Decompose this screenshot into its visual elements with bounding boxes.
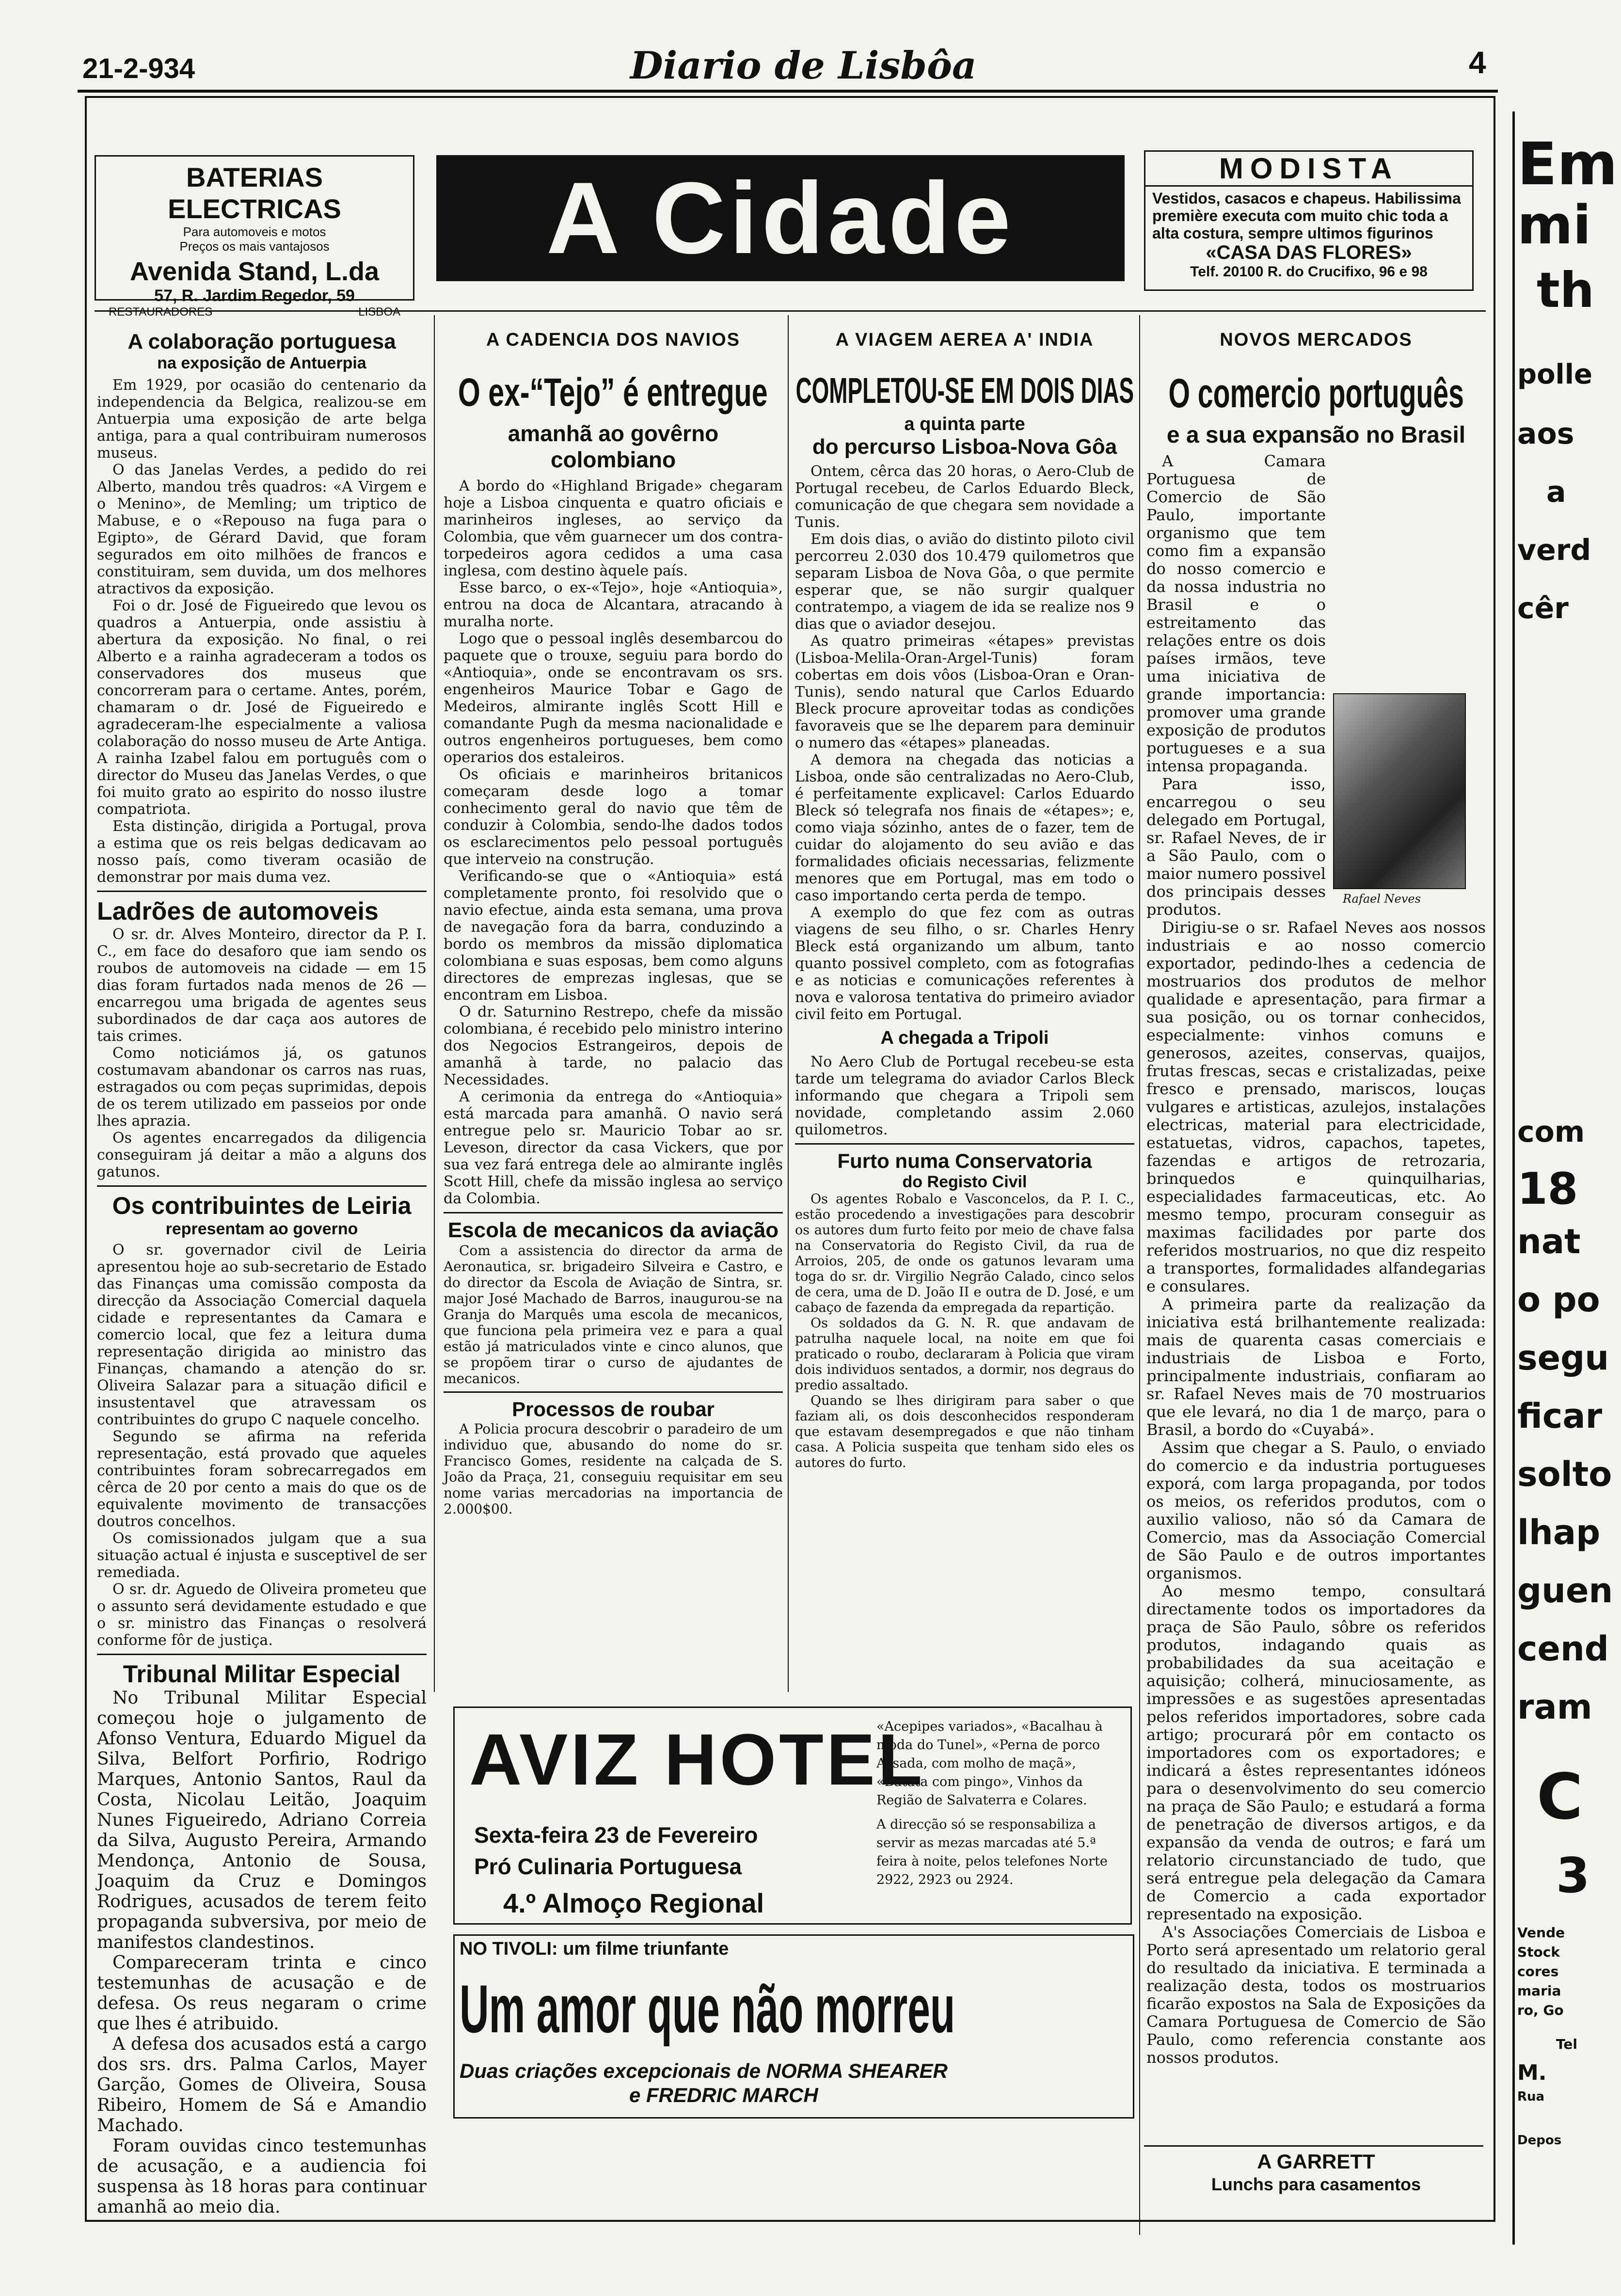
fragment-text: o po <box>1517 1280 1600 1320</box>
fragment-text: com <box>1517 1115 1585 1149</box>
paragraph: A exemplo do que fez com as outras viagens de seu filho, o sr. Charles Henry Bleck está organizando um album, tanto quanto possivel completo, com as fotografias e as noticias e comunicações referentes à nova e valorosa tentativa do primeiro aviador civil feito em Portugal. <box>795 904 1134 1023</box>
article-subtitle: na exposição de Antuerpia <box>157 354 366 372</box>
fragment-text: lhap <box>1517 1513 1601 1552</box>
article-subtitle: amanhã ao govêrno colombiano <box>508 421 719 472</box>
article-rule <box>1144 2145 1483 2147</box>
aviz-hotel-ad <box>453 1706 1132 1925</box>
article-subtitle: e a sua expansão no Brasil <box>1166 422 1466 448</box>
paragraph: O sr. dr. Alves Monteiro, director da P. I. C., em face do desaforo que iam sendo os roubos de automoveis na cidade — em 15 dias foram furtados nada menos de 26 — encarregou uma brigada de agentes seus subordinados de dar caça aos autores de tais crimes. <box>97 926 427 1045</box>
paragraph: O sr. dr. Aguedo de Oliveira prometeu que o assunto será devidamente estudado e que o sr. ministro das Finanças o resolverá conforme fôr de justiça. <box>97 1581 427 1649</box>
article-subtitle: do percurso Lisboa-Nova Gôa <box>812 435 1117 459</box>
film-cast: e FREDRIC MARCH <box>629 2084 818 2106</box>
paragraph: Quando se lhes dirigiram para saber o que faziam ali, os dois desconhecidos responderam que estavam desempregados e que não tinham casa. A Policia suspeita que tenham sido eles os autores do furto. <box>795 1393 1134 1470</box>
paragraph: Verificando-se que o «Antioquia» está completamente pronto, foi resolvido que o navio efectue, ainda esta semana, uma prova de navegação fora da barra, conduzindo a bordo os membros da missão diplomatica colombiana e suas esposas, bem como alguns directores de emprezas inglesas, que se encontram em Lisboa. <box>444 868 783 1004</box>
cidade-banner <box>436 155 1125 281</box>
column-1 <box>97 330 427 2217</box>
paragraph: As quatro primeiras «étapes» previstas (Lisboa-Melila-Oran-Argel-Tunis) foram cobertas em dois vôos (Lisboa-Oran e Oran-Tunis), sendo natural que Carlos Eduardo Bleck procure aproveitar todas as condições favoraveis que se lhe deparem para deminuir o numero das «étapes» planeadas. <box>795 633 1134 751</box>
paragraph: Logo que o pessoal inglês desembarcou do paquete que o trouxe, seguiu para bordo do «Antioquia», onde se encontravam os srs. engenheiros Maurice Tobar e Gago de Medeiros, almirante inglês Scott Hill e comandante Pugh da mesma nacionalidade e outros engenheiros portugueses, bem como operarios dos estaleiros. <box>444 630 783 766</box>
paragraph: Com a assistencia do director da arma de Aeronautica, sr. brigadeiro Silveira e Castro, e do director da Escola de Aviação de Sintra, sr. major José Machado de Barros, inaugurou-se na Granja do Marquês uma escola de mecanicos, que funciona pela primeira vez e para a qual estão já matriculados vinte e cinco alunos, que se propõem tirar o curso de ajudantes de mecanicos. <box>444 1243 783 1387</box>
paragraph: A's Associações Comerciais de Lisboa e Porto será apresentado um relatorio geral do resultado da iniciativa. E terminada a realização desta, todos os mostruarios ficarão expostos na Sala de Exposições da Camara Portuguesa de Comercio de São Paulo, como referencia constante aos nossos produtos. <box>1146 1923 1486 2067</box>
photo-caption: Rafael Neves <box>1343 892 1421 906</box>
fragment-text: Stock <box>1517 1944 1560 1960</box>
fragment-text: M. <box>1517 2060 1547 2085</box>
article-headline: O ex-“Tejo” é entregue <box>458 370 768 415</box>
paragraph: No Aero Club de Portugal recebeu-se esta tarde um telegrama do aviador Carlos Bleck informando que chegara a Tripoli sem novidade, completando assim 2.060 quilometros. <box>795 1053 1134 1138</box>
hotel-note: A direcção só se responsabiliza a servir as mezas marcadas até 5.ª feira à noite, pelos telefones Norte 2922, 2923 ou 2924. <box>876 1817 1108 1887</box>
baterias-right: LISBOA <box>358 305 400 319</box>
garrett-ad-subtitle: Lunchs para casamentos <box>1211 2174 1421 2194</box>
article-kicker: A VIAGEM AEREA A' INDIA <box>835 330 1094 350</box>
column-rule <box>788 315 789 1692</box>
fragment-text: ram <box>1517 1687 1592 1727</box>
fragment-text: Depos <box>1517 2133 1562 2148</box>
fragment-text: 18 <box>1517 1164 1578 1214</box>
fragment-text: guen <box>1517 1571 1613 1610</box>
hotel-name: AVIZ HOTEL <box>469 1719 925 1800</box>
article-rule <box>97 1185 427 1187</box>
paragraph: Segundo se afirma na referida representação, está provado que aqueles contribuintes foram sobrecarregados em cêrca de 20 por cento a mais do que os de equivalente movimento de transacções doutros concelhos. <box>97 1428 427 1530</box>
tivoli-header: NO TIVOLI: um filme triunfante <box>460 1939 729 1959</box>
paragraph: Os agentes encarregados da diligencia conseguiram já deitar a mão a alguns dos gatunos. <box>97 1130 427 1180</box>
paragraph: Os soldados da G. N. R. que andavam de patrulha naquele local, na noite em que foi praticado o roubo, declararam à Policia que viram dois individuos sentados, a dormir, nos degraus do predio assaltado. <box>795 1316 1134 1393</box>
masthead-rule <box>78 90 1498 93</box>
cidade-title: A Cidade <box>546 161 1015 275</box>
modista-address: Telf. 20100 R. do Crucifixo, 96 e 98 <box>1190 264 1428 280</box>
fragment-text: 3 <box>1556 1847 1590 1904</box>
column-2 <box>444 330 783 1517</box>
garrett-ad-title: A GARRETT <box>1257 2150 1375 2173</box>
fragment-text: cend <box>1517 1629 1609 1669</box>
fragment-text: Rua <box>1517 2089 1545 2104</box>
fragment-text: th <box>1537 262 1594 319</box>
paragraph: Para isso, encarregou o seu delegado em Portugal, sr. Rafael Neves, de ir a São Paulo, com o maior numero possivel dos principais desses produtos. <box>1146 775 1326 919</box>
paragraph: Compareceram trinta e cinco testemunhas de acusação e de defesa. Os reus negaram o crime que lhes é atribuido. <box>97 1953 427 2034</box>
paragraph: Os comissionados julgam que a sua situação actual é injusta e susceptivel de ser remediada. <box>97 1530 427 1581</box>
paragraph: A bordo do «Highland Brigade» chegaram hoje a Lisboa cinquenta e quatro oficiais e marinheiros ingleses, ao serviço da Colombia, que vêm guarnecer um dos contra-torpedeiros agora cedidos a uma casa inglesa, com destino àquele país. <box>444 478 783 579</box>
article-title: A colaboração portuguesa <box>127 330 396 353</box>
fragment-text: maria <box>1517 1983 1561 1999</box>
article-title: Os contribuintes de Leiria <box>112 1192 412 1219</box>
fragment-text: cêr <box>1517 591 1569 625</box>
adjacent-page-border <box>1512 112 1515 2245</box>
fragment-text: aos <box>1517 417 1574 451</box>
modista-casa: «CASA DAS FLORES» <box>1206 242 1412 263</box>
article-rule <box>97 891 427 892</box>
section-rule <box>95 310 1486 312</box>
paragraph: Dirigiu-se o sr. Rafael Neves aos nossos industriais e ao nosso comercio exportador, pedindo-lhes a cedencia de mostruarios dos produtos de melhor qualidade e apresentação, para firmar a sua posição, ou os tornar conhecidos, especialmente: vinhos comuns e generosos, azeites, conservas, quaijos, frutas frescas, secas e cristalizadas, peixe fresco e prensado, mariscos, louças vulgares e artisticas, azulejos, instalações electricas, material para electricidade, estatuetas, vidros, capachos, tapetes, fazendas e artigos de retrozaria, brinquedos e quinquilharias, especialidades farmaceuticas, etc. Ao mesmo tempo, procuram conseguir as maximas facilidades por parte dos referidos mostruarios, no que diz respeito a transportes, formalidades alfandegarias e consulares. <box>1146 918 1486 1295</box>
fragment-text: Vende <box>1517 1925 1565 1941</box>
paragraph: Os agentes Robalo e Vasconcelos, da P. I. C., estão procedendo a investigações para descobrir os autores dum furto feito por meio de chave falsa na Conservatoria do Registo Civil, da rua de Arroios, 205, de onde os gatunos levaram uma toga do sr. dr. Virgilio Negrão Calado, cinco selos de cera, uma de D. João II e outra de D. José, e um cabaço de fazenda da empregada da repartição. <box>795 1192 1134 1315</box>
baterias-name: Avenida Stand, L.da <box>129 257 380 286</box>
paragraph: A primeira parte da realização da iniciativa está brilhantemente realizada: mais de quarenta casas comerciais e industriais de Lisboa e Forto, principalmente industriais, confiaram ao sr. Rafael Neves mais de 70 mostruarios que ele levará, no dia 1 de março, para o Brasil, a bordo do «Cuyabá». <box>1146 1295 1486 1439</box>
article-title: Tribunal Militar Especial <box>123 1660 401 1688</box>
fragment-text: nat <box>1517 1222 1581 1261</box>
paragraph: O das Janelas Verdes, a pedido do rei Alberto, mandou três quadros: «A Virgem e o Menino», de Memling; um triptico de Mabuse, e o «Repouso na fuga para o Egipto», de Gérard David, que foram segurados em oito milhões de francos e constituiram, sem duvida, um dos melhores atractivos da exposição. <box>97 462 427 597</box>
paragraph: Foi o dr. José de Figueiredo que levou os quadros a Antuerpia, onde assistiu à abertura da exposição. No final, o rei Alberto e a rainha agradeceram a todos os conservadores dos museus que concorreram para o certame. Antes, porém, chamaram o dr. José de Figueiredo e agradeceram-lhe especialmente a valiosa colaboração do nosso museu de Arte Antiga. A rainha Izabel falou em português com o director do Museu das Janelas Verdes, o que foi muito grato ao espirito do nosso ilustre compatriota. <box>97 597 427 818</box>
fragment-text: Tel <box>1556 2036 1577 2052</box>
fragment-text: Em <box>1517 131 1618 198</box>
fragment-text: a <box>1546 475 1566 509</box>
paragraph: No Tribunal Militar Especial começou hoje o julgamento de Afonso Ventura, Eduardo Miguel da Silva, Belfort Porfirio, Rodrigo Marques, Antonio Santos, Raul da Costa, Nicolau Leitão, Joaquim Nunes Figueiredo, Adriano Correia da Silva, Augusto Pereira, Armando Mendonça, Antonio de Sousa, Joaquim da Cruz e Domingos Rodrigues, acusados de terem feito propaganda subversiva, por meio de manifestos clandestinos. <box>97 1688 427 1952</box>
hotel-line: Pró Culinaria Portuguesa <box>474 1854 742 1879</box>
tivoli-ad <box>453 1934 1134 2119</box>
fragment-text: ficar <box>1517 1396 1603 1436</box>
film-cast: Duas criações excepcionais de NORMA SHEARER <box>460 2059 948 2082</box>
hotel-date: Sexta-feira 23 de Fevereiro <box>474 1822 758 1848</box>
fragment-text: C <box>1537 1760 1583 1834</box>
hotel-event: 4.º Almoço Regional <box>503 1888 764 1918</box>
paragraph: Foram ouvidas cinco testemunhas de acusação, e a audiencia foi suspensa às 18 horas para continuar amanhã ao meio dia. <box>97 2136 427 2217</box>
paragraph: A defesa dos acusados está a cargo dos srs. drs. Palma Carlos, Mayer Garção, Gomes de Oliveira, Sousa Ribeiro, Homem de Sá e Amandio Machado. <box>97 2034 427 2136</box>
paragraph: Esse barco, o ex-«Tejo», hoje «Antioquia», entrou na doca de Alcantara, atracando à muralha norte. <box>444 579 783 630</box>
article-rule <box>795 1143 1134 1145</box>
article-title: Ladrões de automoveis <box>97 897 379 925</box>
paragraph: A Policia procura descobrir o paradeiro de um individuo que, abusando do nome do sr. Francisco Gomes, residente na calçada de S. João da Praça, 21, conseguiu requisitar em seu nome varias mercadorias na importancia de 2.000$00. <box>444 1421 783 1517</box>
baterias-ad <box>95 155 414 319</box>
article-headline: O comercio português <box>1168 370 1464 416</box>
article-headline: COMPLETOU-SE EM DOIS DIAS <box>795 370 1134 411</box>
paragraph: A demora na chegada das noticias a Lisboa, onde são centralizadas no Aero-Club, é perfeitamente explicavel: Carlos Eduardo Bleck só telegrafa nos finais de «étapes»; e, como viaja sózinho, antes de o fazer, tem de cuidar do alojamento do seu avião e das formalidades oficiais necessarias, felizmente menores que em Portugal, mas em todo o caso importando certa perda de tempo. <box>795 751 1134 904</box>
issue-date: 21-2-934 <box>82 53 195 84</box>
modista-text: Vestidos, casacos e chapeus. Habilissima première executa com muito chic toda a alta costura, sempre ultimos figurinos <box>1152 190 1461 242</box>
page-number: 4 <box>1469 45 1486 80</box>
article-subtitle: A chegada a Tripoli <box>880 1028 1049 1048</box>
paragraph: Esta distinção, dirigida a Portugal, prova a estima que os reis belgas dedicavam ao nosso país, como tiveram ocasião de demonstrar por mais duma vez. <box>97 818 427 886</box>
article-rule <box>444 1391 783 1393</box>
baterias-title: BATERIAS ELECTRICAS <box>168 162 341 224</box>
modista-title: MODISTA <box>1145 152 1472 187</box>
newspaper-title: Diario de Lisbôa <box>630 44 977 88</box>
column-rule <box>1139 315 1140 2235</box>
paragraph: Em 1929, por ocasião do centenario da independencia da Belgica, realizou-se em Antuerpia uma exposição de arte belga antiga, para a qual contribuiram numerosos museus. <box>97 377 427 462</box>
article-title: Furto numa Conservatoria <box>837 1149 1092 1172</box>
article-title: Escola de mecanicos da aviação <box>447 1218 779 1242</box>
baterias-address: 57, R. Jardim Regedor, 59 <box>154 287 355 305</box>
paragraph: Ontem, cêrca das 20 horas, o Aero-Club de Portugal recebeu, de Carlos Eduardo Bleck, comunicação de que chegara sem novidade a Tunis. <box>795 463 1134 531</box>
adjacent-page-fragment <box>1517 121 1621 2230</box>
article-kicker: A CADENCIA DOS NAVIOS <box>486 330 741 350</box>
paragraph: Os oficiais e marinheiros britanicos começaram desde logo a tomar conhecimento geral do navio que têm de conduzir à Colombia, sendo-lhe dados todos os esclarecimentos pelo pessoal português que interveio na construção. <box>444 766 783 868</box>
paragraph: Em dois dias, o avião do distinto piloto civil percorreu 2.030 dos 10.479 quilometros que separam Lisboa de Nova Gôa, o que permite esperar que, se não surgir qualquer contratempo, a viagem de ida se realize nos 9 dias que o aviador desejou. <box>795 531 1134 633</box>
article-subtitle: do Registo Civil <box>902 1173 1027 1191</box>
fragment-text: verd <box>1517 533 1591 567</box>
article-subtitle: a quinta parte <box>904 414 1025 434</box>
baterias-line2: Preços os mais vantajosos <box>179 239 330 254</box>
fragment-text: polle <box>1517 359 1592 390</box>
baterias-line1: Para automoveis e motos <box>183 224 326 239</box>
paragraph: A cerimonia da entrega do «Antioquia» está marcada para amanhã. O navio será entregue pelo sr. Mauricio Tobar ao sr. Leveson, director da casa Vickers, que por sua vez fará entrega dele ao almirante inglês Scott Hill, chefe da missão inglesa ao serviço da Colombia. <box>444 1088 783 1207</box>
article-title: Processos de roubar <box>512 1398 715 1420</box>
film-title: Um amor que não morreu <box>460 1971 955 2047</box>
paragraph: O sr. governador civil de Leiria apresentou hoje ao sub-secretario de Estado das Finanças uma comissão composta da direcção da Associação Comercial daquela cidade e representantes da Camara e comercio local, que fez a leitura duma representação dirigida ao ministro das Finanças, chamando a atenção do sr. Oliveira Salazar para a situação dificil e insustentavel que atravessam os contribuintes do grupo C naquele concelho. <box>97 1242 427 1428</box>
paragraph: Ao mesmo tempo, consultará directamente todos os importadores da praça de São Paulo, sôbre os referidos produtos, indagando quais as probabilidades da sua aceitação e aquisição; colherá, minuciosamente, as impressões e as sugestões apresentadas pelos referidos importadores, sobre cada artigo; procurará pôr em contacto os importadores com os exportadores; e indicará a êstes representantes idóneos para o desenvolvimento do seu comercio na praça de São Paulo; e estudará a forma de penetração de diversos artigos, e da expansão da venda de outros; e fará um relatorio circunstanciado de tudo, que será entregue pela delegação da Camara de Comercio a cada exportador representado na exposição. <box>1146 1582 1486 1923</box>
fragment-text: ro, Go <box>1517 2002 1564 2018</box>
article-subtitle: representam ao governo <box>165 1220 358 1238</box>
rafael-neves-photo <box>1333 693 1466 889</box>
modista-ad <box>1144 150 1474 291</box>
fragment-text: mi <box>1517 194 1591 256</box>
baterias-left: RESTAURADORES <box>109 305 213 319</box>
hotel-menu: «Acepipes variados», «Bacalhau à moda do Tunel», «Perna de porco Assada, com molho de maçã», «Batata com pingo», Vinhos da Região de Salvaterra e Colares. <box>876 1719 1103 1808</box>
column-rule <box>434 315 435 1692</box>
column-4 <box>1146 330 1486 2067</box>
paragraph: Assim que chegar a S. Paulo, o enviado do comercio e da industria portugueses exporá, com larga propaganda, por todos os meios, os referidos produtos, com o auxilio valioso, não só da Camara de Comercio, mas da Associação Comercial de São Paulo e de outros importantes organismos. <box>1146 1438 1486 1582</box>
paragraph: A Camara Portuguesa de Comercio de São Paulo, importante organismo que tem como fim a expansão do nosso comercio e da nossa industria no Brasil e o estreitamento das relações entre os dois países irmãos, teve uma iniciativa de grande importancia: promover uma grande exposição de produtos portugueses e a sua intensa propaganda. <box>1146 452 1326 775</box>
paragraph: O dr. Saturnino Restrepo, chefe da missão colombiana, é recebido pelo ministro interino dos Negocios Estrangeiros, depois de amanhã à tarde, no palacio das Necessidades. <box>444 1004 783 1088</box>
fragment-text: solto <box>1517 1454 1612 1494</box>
fragment-text: cores <box>1517 1963 1559 1979</box>
article-rule <box>444 1212 783 1213</box>
column-3 <box>795 330 1134 1471</box>
article-rule <box>97 1654 427 1655</box>
article-kicker: NOVOS MERCADOS <box>1220 330 1413 350</box>
paragraph: Como noticiámos já, os gatunos costumavam abandonar os carros nas ruas, estragados ou com peças suprimidas, depois de os terem utilizado em passeios por onde lhes apraziа. <box>97 1045 427 1130</box>
fragment-text: segu <box>1517 1338 1609 1378</box>
